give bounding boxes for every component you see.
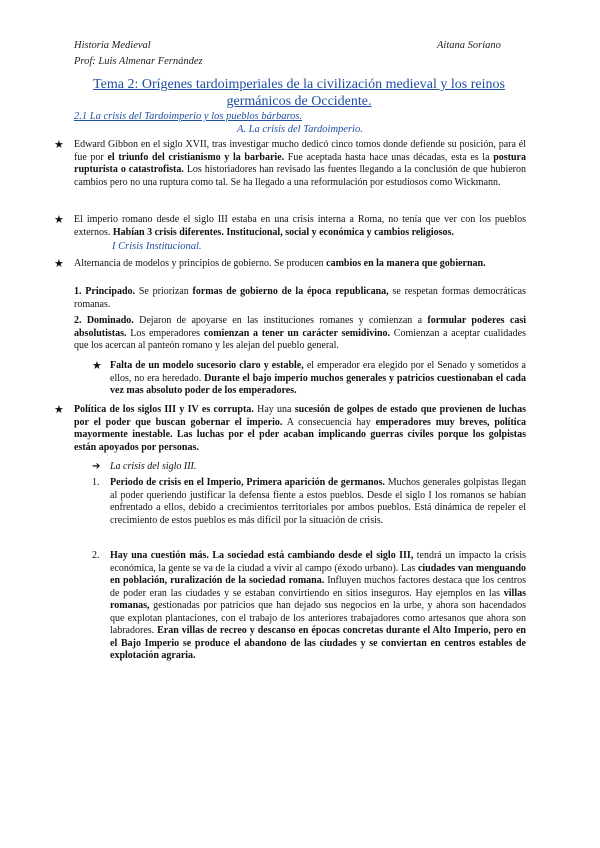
text: se respetan formas democráticas romanas. [74, 286, 526, 310]
paragraph-principado [74, 286, 526, 311]
text: Alternancia de modelos y principios de gobierno. Se producen [74, 258, 327, 269]
bold-text: Falta de un modelo sucesorio claro y estable, [110, 360, 304, 371]
bold-text: Eran villas de recreo y descanso en épocas concretas durante el Alto Imperio, pero en el Bajo Imperio se produce el abandono de las ciudades y se conviertan en centros estables de explotación agraria. [110, 625, 526, 661]
arrow-icon: ➔ [92, 461, 101, 472]
bold-text: Periodo de crisis en el Imperio, Primera aparición de germanos. [110, 477, 385, 488]
subsection-heading-a: A. La crisis del Tardoimperio. [237, 124, 363, 135]
text: Los historiadores han revisado las fuentes llegando a la conclusión de que hubieron cambios pero no una ruptura como tal. Se ha llegado a una reformulación por estudiosos como Wickmann. [74, 164, 526, 188]
bold-text: comienzan a tener un carácter semidivino. [203, 327, 391, 339]
bold-text: ciudades van menguando en población, ruralización de la sociedad romana. [110, 562, 527, 586]
paragraph-gibbon [74, 139, 526, 189]
text: gestionadas por patricios que han dejado sus negocios en la urbe, y ahora son hacendados que explotan plantaciones, con el trabajo de los anteriores trabajadores como artesanos que ahora son labradores. [110, 600, 526, 636]
text: Influyen muchos factores destaca que los centros de poder eran las ciudades y se estaban convirtiendo en sitios inseguros. Hay ejemplos en las [110, 575, 526, 599]
page-title: Tema 2: Orígenes tardoimperiales de la civilización medieval y los reinos germánicos de Occidente. [93, 77, 505, 109]
bold-text: 2. Dominado. [74, 315, 134, 326]
text: Fue aceptada hasta hace unas décadas, esta es la [284, 151, 494, 163]
bold-text: 1. Principado. [74, 286, 136, 297]
paragraph-politica [74, 404, 526, 454]
bold-text: formas de gobierno de la época republicana, [192, 286, 389, 297]
bold-text: Habían 3 crisis diferentes. Institucional, social y económica y cambios religiosos. [112, 226, 454, 238]
text: Los emperadores [126, 327, 204, 339]
text: Dejaron de apoyarse en las instituciones romanes y comienzan a [133, 315, 428, 326]
text: Edward Gibbon en el siglo XVII, tras investigar mucho dedicó cinco tomos donde defiende su posición, para él fue por [74, 139, 526, 163]
section-heading-2-1: 2.1 La crisis del Tardoimperio y los pueblos bárbaros. [74, 111, 303, 122]
paragraph-alternancia [74, 258, 526, 271]
text: Muchos generales golpistas llegan al poder queriendo justificar la defensa fiente a estos pueblos. Desde el siglo I los romanos se habían enfrentado a ellos, debido a crecimientos territoriales por ambos pueblos. Está dinámica de repeler el crecimiento de estos pueblos es más difícil por la situación de crisis. [110, 477, 527, 526]
course-name: Historia Medieval [74, 40, 151, 51]
author-name: Aitana Soriano [437, 40, 501, 51]
star-bullet-icon: ★ [54, 404, 64, 416]
star-bullet-icon: ★ [92, 360, 102, 372]
bold-text: Hay una cuestión más. La sociedad está cambiando desde el siglo III, [110, 550, 414, 561]
bold-text: postura rupturista o catastrofista. [74, 151, 526, 175]
professor-name: Prof: Luis Almenar Fernández [74, 56, 203, 67]
text: A consecuencia hay [282, 416, 376, 428]
bold-text: el triunfo del cristianismo y la barbarie. [107, 151, 285, 163]
bold-text: Durante el bajo imperio muchos generales y patricios cuestionaban el cada vez mas absoluto poder de los emperadores. [110, 372, 526, 396]
text: el emperador era elegido por el Senado y sometidos a ellos, no era heredado. [110, 360, 527, 384]
paragraph-sucesorio [110, 360, 526, 398]
paragraph-imperio-crisis [74, 214, 526, 239]
bold-text: formular poderes casi absolutistas. [74, 315, 526, 339]
list-number: 2. [92, 550, 100, 561]
text: Hay una [253, 404, 295, 415]
star-bullet-icon: ★ [54, 258, 64, 270]
bold-text: villas romanas, [110, 587, 526, 611]
star-bullet-icon: ★ [54, 214, 64, 226]
subsection-heading-i: I Crisis Institucional. [112, 241, 202, 252]
bold-text: cambios en la manera que gobiernan. [326, 258, 486, 269]
paragraph-periodo-crisis [110, 477, 526, 527]
text: Comienzan a aceptar cualidades que los acercan al panteón romano y les alejan del pueblo general. [74, 327, 527, 351]
bold-text: sucesión de golpes de estado que provienen de luchas por el poder que buscan gobernar el imperio. [74, 404, 526, 428]
bold-text: emperadores muy breves, política mayormente inestable. Las luchas por el pder acaban implicando guerras civiles porque los golpistas están apoyados por personas. [74, 416, 527, 453]
list-number: 1. [92, 477, 100, 488]
text: Se priorizan [135, 286, 193, 297]
text: tendrá un impacto la crisis económica, la gente se va de la ciudad a vivir al campo (éxodo urbano). Las [110, 550, 526, 574]
star-bullet-icon: ★ [54, 139, 64, 151]
subsection-heading-crisis-siglo-iii: La crisis del siglo III. [110, 461, 197, 472]
paragraph-sociedad-cambiando [110, 550, 526, 663]
bold-text: Política de los siglos III y IV es corrupta. [74, 404, 254, 415]
text: El imperio romano desde el siglo III estaba en una crisis interna a Roma, no tenía que ver con los pueblos externos. [74, 214, 526, 238]
paragraph-dominado [74, 315, 526, 353]
